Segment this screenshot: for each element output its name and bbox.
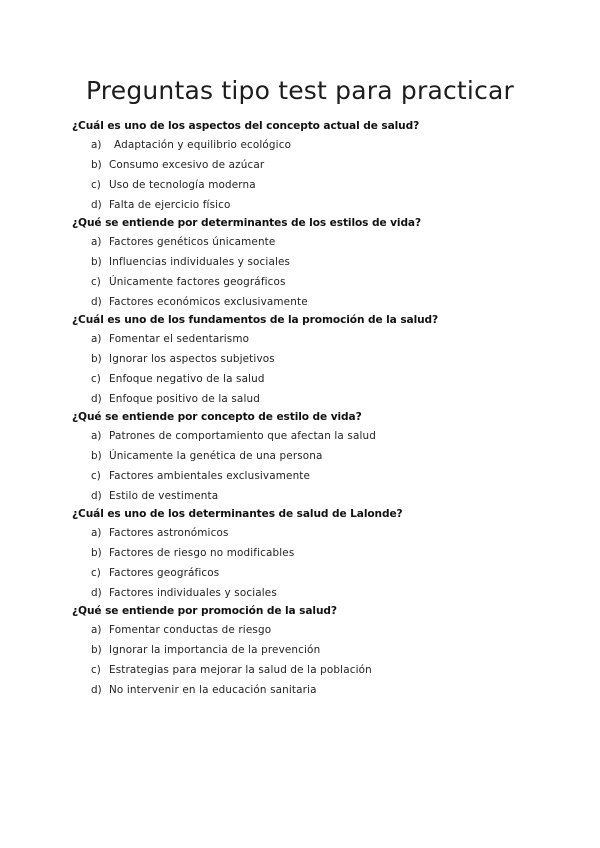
- question-block: [72, 215, 542, 312]
- option-item: [72, 660, 542, 680]
- option-letter: d): [91, 393, 102, 405]
- option-item: [72, 523, 542, 543]
- option-item: [72, 426, 542, 446]
- option-item: [72, 329, 542, 349]
- option-list: [72, 329, 542, 409]
- option-item: [72, 232, 542, 252]
- option-item: [72, 155, 542, 175]
- question-block: [72, 409, 542, 506]
- option-letter: b): [91, 547, 102, 559]
- option-letter: c): [91, 276, 101, 288]
- option-letter: b): [91, 256, 102, 268]
- option-letter: c): [91, 470, 101, 482]
- option-item: [72, 175, 542, 195]
- option-text: Enfoque positivo de la salud: [109, 393, 260, 405]
- option-text: Factores ambientales exclusivamente: [109, 470, 311, 482]
- option-list: [72, 620, 542, 700]
- option-text: Únicamente la genética de una persona: [109, 450, 323, 462]
- question-text: ¿Qué se entiende por promoción de la salud?: [72, 605, 337, 617]
- option-letter: a): [91, 333, 102, 345]
- option-item: [72, 389, 542, 409]
- option-text: Únicamente factores geográficos: [109, 276, 286, 288]
- question-text: ¿Qué se entiende por determinantes de los estilos de vida?: [72, 217, 422, 229]
- option-item: [72, 583, 542, 603]
- option-item: [72, 563, 542, 583]
- option-list: [72, 426, 542, 506]
- option-text: Ignorar la importancia de la prevención: [109, 644, 321, 656]
- option-letter: c): [91, 567, 101, 579]
- option-letter: a): [91, 139, 102, 151]
- option-item: [72, 252, 542, 272]
- option-item: [72, 486, 542, 506]
- option-letter: a): [91, 430, 102, 442]
- question-text: ¿Cuál es uno de los fundamentos de la promoción de la salud?: [72, 314, 439, 326]
- option-item: [72, 349, 542, 369]
- option-item: [72, 620, 542, 640]
- option-item: [72, 466, 542, 486]
- option-letter: c): [91, 373, 101, 385]
- option-item: [72, 272, 542, 292]
- option-text: Estrategias para mejorar la salud de la población: [109, 664, 372, 676]
- question-block: [72, 603, 542, 700]
- question-text: ¿Cuál es uno de los aspectos del concepto actual de salud?: [72, 120, 420, 132]
- option-letter: b): [91, 450, 102, 462]
- question-list: [72, 118, 542, 700]
- option-item: [72, 369, 542, 389]
- question-text: ¿Cuál es uno de los determinantes de salud de Lalonde?: [72, 508, 403, 520]
- option-letter: b): [91, 353, 102, 365]
- option-letter: a): [91, 236, 102, 248]
- option-letter: a): [91, 527, 102, 539]
- option-letter: c): [91, 664, 101, 676]
- option-letter: b): [91, 159, 102, 171]
- option-item: [72, 292, 542, 312]
- option-letter: d): [91, 684, 102, 696]
- option-text: Factores individuales y sociales: [109, 587, 277, 599]
- option-item: [72, 446, 542, 466]
- option-letter: d): [91, 199, 102, 211]
- option-list: [72, 232, 542, 312]
- option-text: Fomentar el sedentarismo: [109, 333, 250, 345]
- option-text: Factores económicos exclusivamente: [109, 296, 308, 308]
- option-item: [72, 680, 542, 700]
- option-text: Fomentar conductas de riesgo: [109, 624, 272, 636]
- option-text: Ignorar los aspectos subjetivos: [109, 353, 275, 365]
- option-item: [72, 195, 542, 215]
- option-text: Falta de ejercicio físico: [109, 199, 231, 211]
- option-letter: d): [91, 490, 102, 502]
- question-block: [72, 312, 542, 409]
- option-text: Uso de tecnología moderna: [109, 179, 256, 191]
- option-text: Estilo de vestimenta: [109, 490, 219, 502]
- page-title: Preguntas tipo test para practicar: [85, 76, 515, 105]
- option-text: Consumo excesivo de azúcar: [109, 159, 265, 171]
- option-text: Influencias individuales y sociales: [109, 256, 291, 268]
- option-text: Factores genéticos únicamente: [109, 236, 276, 248]
- option-list: [72, 523, 542, 603]
- option-letter: d): [91, 296, 102, 308]
- option-item: [72, 135, 542, 155]
- option-text: Factores geográficos: [109, 567, 220, 579]
- question-block: [72, 118, 542, 215]
- question-text: ¿Qué se entiende por concepto de estilo de vida?: [72, 411, 362, 423]
- option-text: Adaptación y equilibrio ecológico: [114, 139, 292, 151]
- option-text: Factores de riesgo no modificables: [109, 547, 295, 559]
- option-text: Patrones de comportamiento que afectan la salud: [109, 430, 376, 442]
- option-text: No intervenir en la educación sanitaria: [109, 684, 317, 696]
- option-letter: d): [91, 587, 102, 599]
- option-letter: b): [91, 644, 102, 656]
- option-text: Factores astronómicos: [109, 527, 229, 539]
- option-item: [72, 543, 542, 563]
- option-text: Enfoque negativo de la salud: [109, 373, 265, 385]
- option-item: [72, 640, 542, 660]
- option-letter: a): [91, 624, 102, 636]
- question-block: [72, 506, 542, 603]
- option-letter: c): [91, 179, 101, 191]
- option-list: [72, 135, 542, 215]
